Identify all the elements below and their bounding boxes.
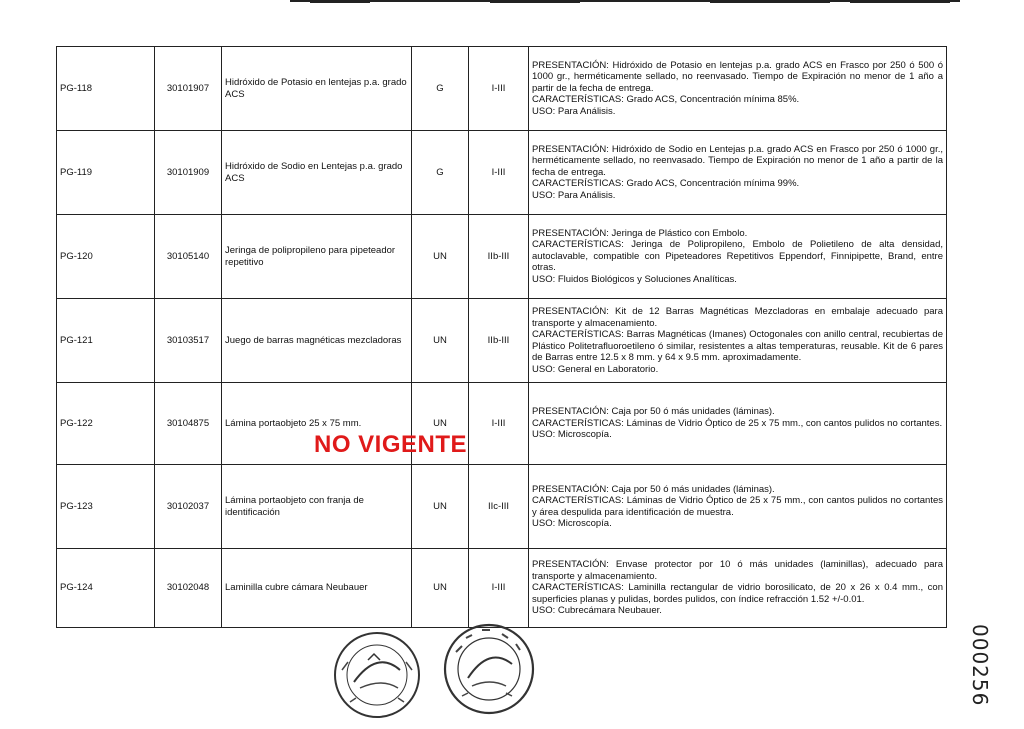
classification-cell: IIb-III: [469, 299, 529, 383]
description-cell: [529, 549, 947, 628]
table-row: [57, 299, 947, 383]
description-line: USO: Cubrecámara Neubauer.: [532, 605, 662, 617]
classification-cell: IIb-III: [469, 215, 529, 299]
description-cell: [529, 47, 947, 131]
description-cell: [529, 215, 947, 299]
catalog-number-cell: 30104875: [155, 383, 222, 465]
description-line: USO: General en Laboratorio.: [532, 363, 659, 375]
catalog-number-cell: 30105140: [155, 215, 222, 299]
description-line: USO: Fluidos Biológicos y Soluciones Analíticas.: [532, 273, 737, 285]
description-line: CARACTERÍSTICAS: Láminas de Vidrio Óptico de 25 x 75 mm., con cantos pulidos no cortantes y área despulida para identificación de muestra.: [532, 495, 943, 518]
description-line: USO: Microscopía.: [532, 429, 612, 441]
scan-edge-line: [290, 0, 960, 8]
unit-cell: UN: [412, 549, 469, 628]
specification-table: [56, 46, 947, 628]
catalog-number-cell: 30102037: [155, 465, 222, 549]
description-cell: [529, 299, 947, 383]
classification-cell: I-III: [469, 131, 529, 215]
classification-cell: I-III: [469, 549, 529, 628]
table-row: [57, 465, 947, 549]
no-vigente-watermark: NO VIGENTE: [314, 431, 468, 458]
description-line: PRESENTACIÓN: Kit de 12 Barras Magnéticas Mezcladoras en embalaje adecuado para transporte y almacenamiento.: [532, 306, 943, 329]
unit-cell: G: [412, 47, 469, 131]
description-line: PRESENTACIÓN: Caja por 50 ó más unidades (láminas).: [532, 406, 775, 418]
product-code-cell: PG-118: [57, 47, 155, 131]
product-name-cell: Laminilla cubre cámara Neubauer: [222, 549, 412, 628]
description-line: CARACTERÍSTICAS: Grado ACS, Concentración mínima 85%.: [532, 94, 800, 106]
description-line: CARACTERÍSTICAS: Jeringa de Polipropileno, Embolo de Polietileno de alta densidad, autoclavable, compatible con Pipeteadores Repetitivos Eppendorf, Finnipipette, Brand, entre otras.: [532, 239, 943, 274]
product-code-cell: PG-120: [57, 215, 155, 299]
unit-cell: UN: [412, 465, 469, 549]
product-name-cell: Jeringa de polipropileno para pipeteador repetitivo: [222, 215, 412, 299]
product-code-cell: PG-121: [57, 299, 155, 383]
classification-cell: I-III: [469, 47, 529, 131]
description-line: PRESENTACIÓN: Hidróxido de Potasio en lentejas p.a. grado ACS en Frasco por 250 ó 500 ó 1000 gr., herméticamente sellado, no reenvasado. Tiempo de Expiración no menor de 1 año a partir de la fecha de entrega.: [532, 59, 943, 94]
product-code-cell: PG-119: [57, 131, 155, 215]
product-name-cell: Juego de barras magnéticas mezcladoras: [222, 299, 412, 383]
table-row: [57, 215, 947, 299]
unit-cell: UN: [412, 299, 469, 383]
description-cell: [529, 131, 947, 215]
table-row: [57, 47, 947, 131]
description-cell: [529, 383, 947, 465]
description-cell: [529, 465, 947, 549]
description-line: PRESENTACIÓN: Envase protector por 10 ó más unidades (laminillas), adecuado para transporte y almacenamiento.: [532, 559, 943, 582]
table-row: [57, 131, 947, 215]
catalog-number-cell: 30102048: [155, 549, 222, 628]
description-line: PRESENTACIÓN: Jeringa de Plástico con Embolo.: [532, 227, 748, 239]
recursos-seal-stamp: [442, 622, 536, 716]
description-line: USO: Para Análisis.: [532, 105, 616, 117]
page-folio-number: 000256: [968, 624, 992, 707]
product-code-cell: PG-122: [57, 383, 155, 465]
unit-cell: UN: [412, 215, 469, 299]
table-body: [57, 47, 947, 628]
official-seal-stamp: [332, 630, 422, 720]
classification-cell: I-III: [469, 383, 529, 465]
description-line: CARACTERÍSTICAS: Grado ACS, Concentración mínima 99%.: [532, 178, 800, 190]
product-code-cell: PG-124: [57, 549, 155, 628]
product-name-cell: Lámina portaobjeto con franja de identificación: [222, 465, 412, 549]
description-line: PRESENTACIÓN: Caja por 50 ó más unidades (láminas).: [532, 483, 775, 495]
catalog-number-cell: 30101909: [155, 131, 222, 215]
catalog-number-cell: 30103517: [155, 299, 222, 383]
product-code-cell: PG-123: [57, 465, 155, 549]
description-line: USO: Para Análisis.: [532, 189, 616, 201]
product-name-cell: Hidróxido de Sodio en Lentejas p.a. grado ACS: [222, 131, 412, 215]
unit-cell: UN: [412, 383, 469, 465]
catalog-number-cell: 30101907: [155, 47, 222, 131]
description-line: CARACTERÍSTICAS: Barras Magnéticas (Imanes) Octogonales con anillo central, recubiertas de Plástico Politetrafluoroetileno ó similar, resistentes a altas temperaturas, reusable. Kit de 6 pares de Barras entre 12.5 x 8 mm. y 64 x 9.5 mm. aproximadamente.: [532, 329, 943, 363]
table-row: [57, 549, 947, 628]
unit-cell: G: [412, 131, 469, 215]
table-row: [57, 383, 947, 465]
product-name-cell: Lámina portaobjeto 25 x 75 mm.: [222, 383, 412, 465]
classification-cell: IIc-III: [469, 465, 529, 549]
description-line: CARACTERÍSTICAS: Laminilla rectangular de vidrio borosilicato, de 20 x 26 x 0.4 mm., con superficies planas y pulidas, bordes pulidos, con índice refracción 1.52 +/-0.01.: [532, 582, 943, 605]
description-line: USO: Microscopía.: [532, 518, 612, 529]
product-name-cell: Hidróxido de Potasio en lentejas p.a. grado ACS: [222, 47, 412, 131]
description-line: CARACTERÍSTICAS: Láminas de Vidrio Óptico de 25 x 75 mm., con cantos pulidos no cortantes.: [532, 417, 943, 429]
description-line: PRESENTACIÓN: Hidróxido de Sodio en Lentejas p.a. grado ACS en Frasco por 250 ó 1000 gr., herméticamente sellado, no reenvasado. Tiempo de Expiración no menor de 1 año a partir de la fecha de entrega.: [532, 143, 943, 178]
